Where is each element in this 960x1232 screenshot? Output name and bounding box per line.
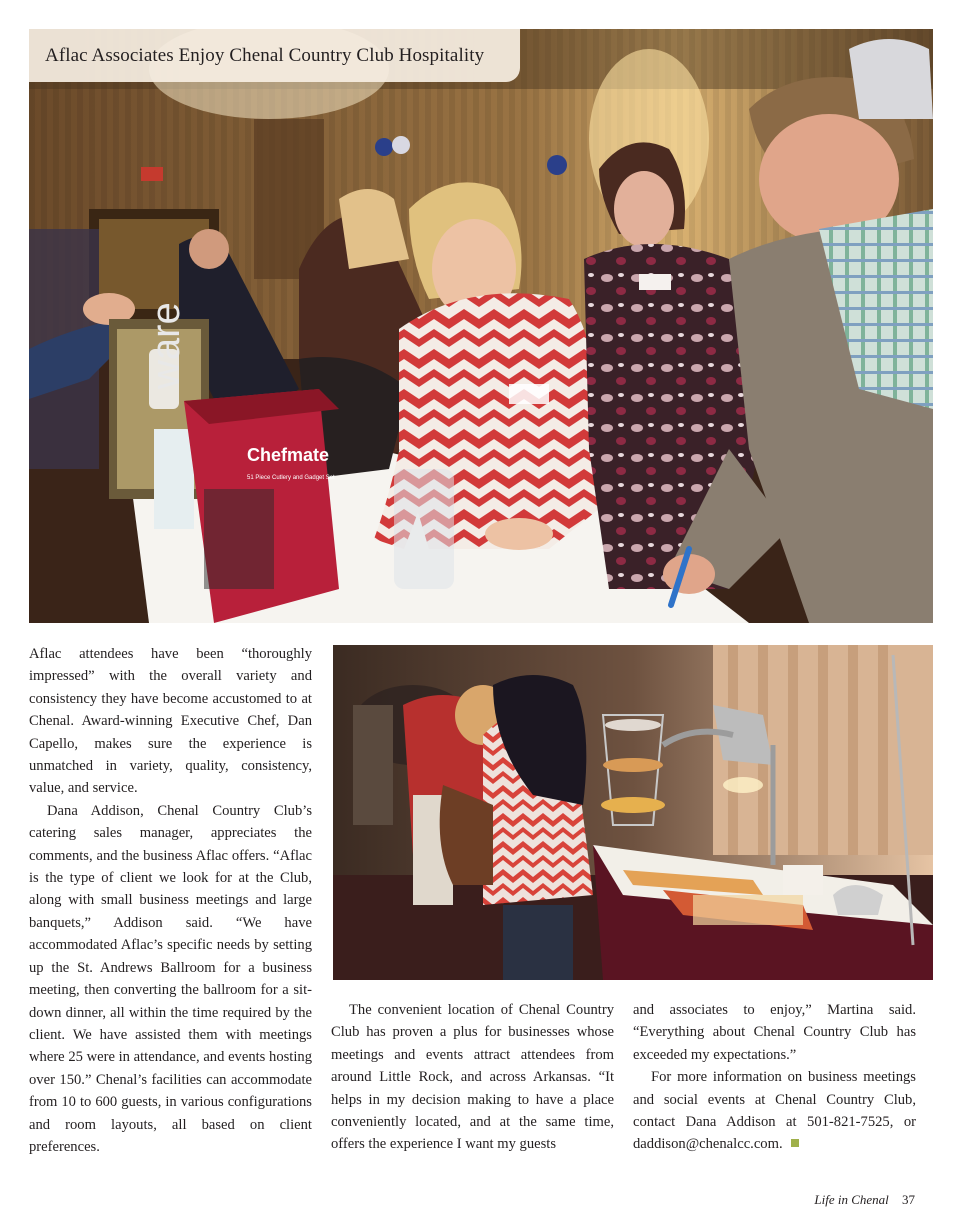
- bottom-photo-illustration: [333, 645, 933, 980]
- top-photo-illustration: [29, 29, 933, 623]
- publication-name: Life in Chenal: [814, 1192, 889, 1207]
- top-photo: [29, 29, 933, 623]
- headline-banner: [29, 29, 520, 82]
- article-column-1: [29, 643, 312, 1158]
- bottom-photo: [333, 645, 933, 980]
- page-number: 37: [902, 1192, 915, 1207]
- col3-paragraph-2-text: For more information on business meetings and social events at Chenal Country Club, contact Dana Addison at 501-821-7525, or daddison@chenalcc.com.: [633, 1069, 916, 1153]
- col1-paragraph-2: Dana Addison, Chenal Country Club’s catering sales manager, appreciates the comments, and the business Aflac offers. “Aflac is the type of client we look for at the Club, along with small business meetings and large banquets,” Addison said. “We have accommodated Aflac’s specific needs by setting up the St. Andrews Ballroom for a business meeting, then converting the ballroom for a sit-down dinner, all within the time required by the client. We have assisted them with meetings where 25 were in attendance, and events hosting over 150.” Chenal’s facilities can accommodate from 10 to 600 guests, in various configurations and room layouts, all based on client preferences.: [29, 802, 312, 1155]
- col1-paragraph-1: Aflac attendees have been “thoroughly impressed” with the overall variety and consistency they have become accustomed to at Chenal. Award-winning Executive Chef, Dan Capello, makes sure the experience is unmatched in variety, quality, consistency, value, and service.: [29, 646, 312, 797]
- col3-paragraph-2: [633, 1066, 916, 1156]
- dispenser-box-brand-text: ware: [144, 302, 188, 389]
- page-headline: Aflac Associates Enjoy Chenal Country Club Hospitality: [45, 44, 485, 66]
- article-column-2: [331, 999, 614, 1156]
- product-box-sub-text: 51 Piece Cutlery and Gadget Set: [247, 475, 335, 481]
- page-footer: [814, 1192, 915, 1208]
- product-box-brand-text: Chefmate: [247, 445, 330, 465]
- article-column-3: [633, 999, 916, 1156]
- article-end-mark-icon: [791, 1139, 799, 1147]
- col2-paragraph-1: The convenient location of Chenal Country Club has proven a plus for businesses whose meetings and events attract attendees from around Little Rock, and across Arkansas. “It helps in my decision making to have a place conveniently located, and at the same time, offers the experience I want my guests: [331, 1002, 614, 1153]
- col3-paragraph-1: and associates to enjoy,” Martina said. “Everything about Chenal Country Club has exceeded my expectations.”: [633, 1002, 916, 1063]
